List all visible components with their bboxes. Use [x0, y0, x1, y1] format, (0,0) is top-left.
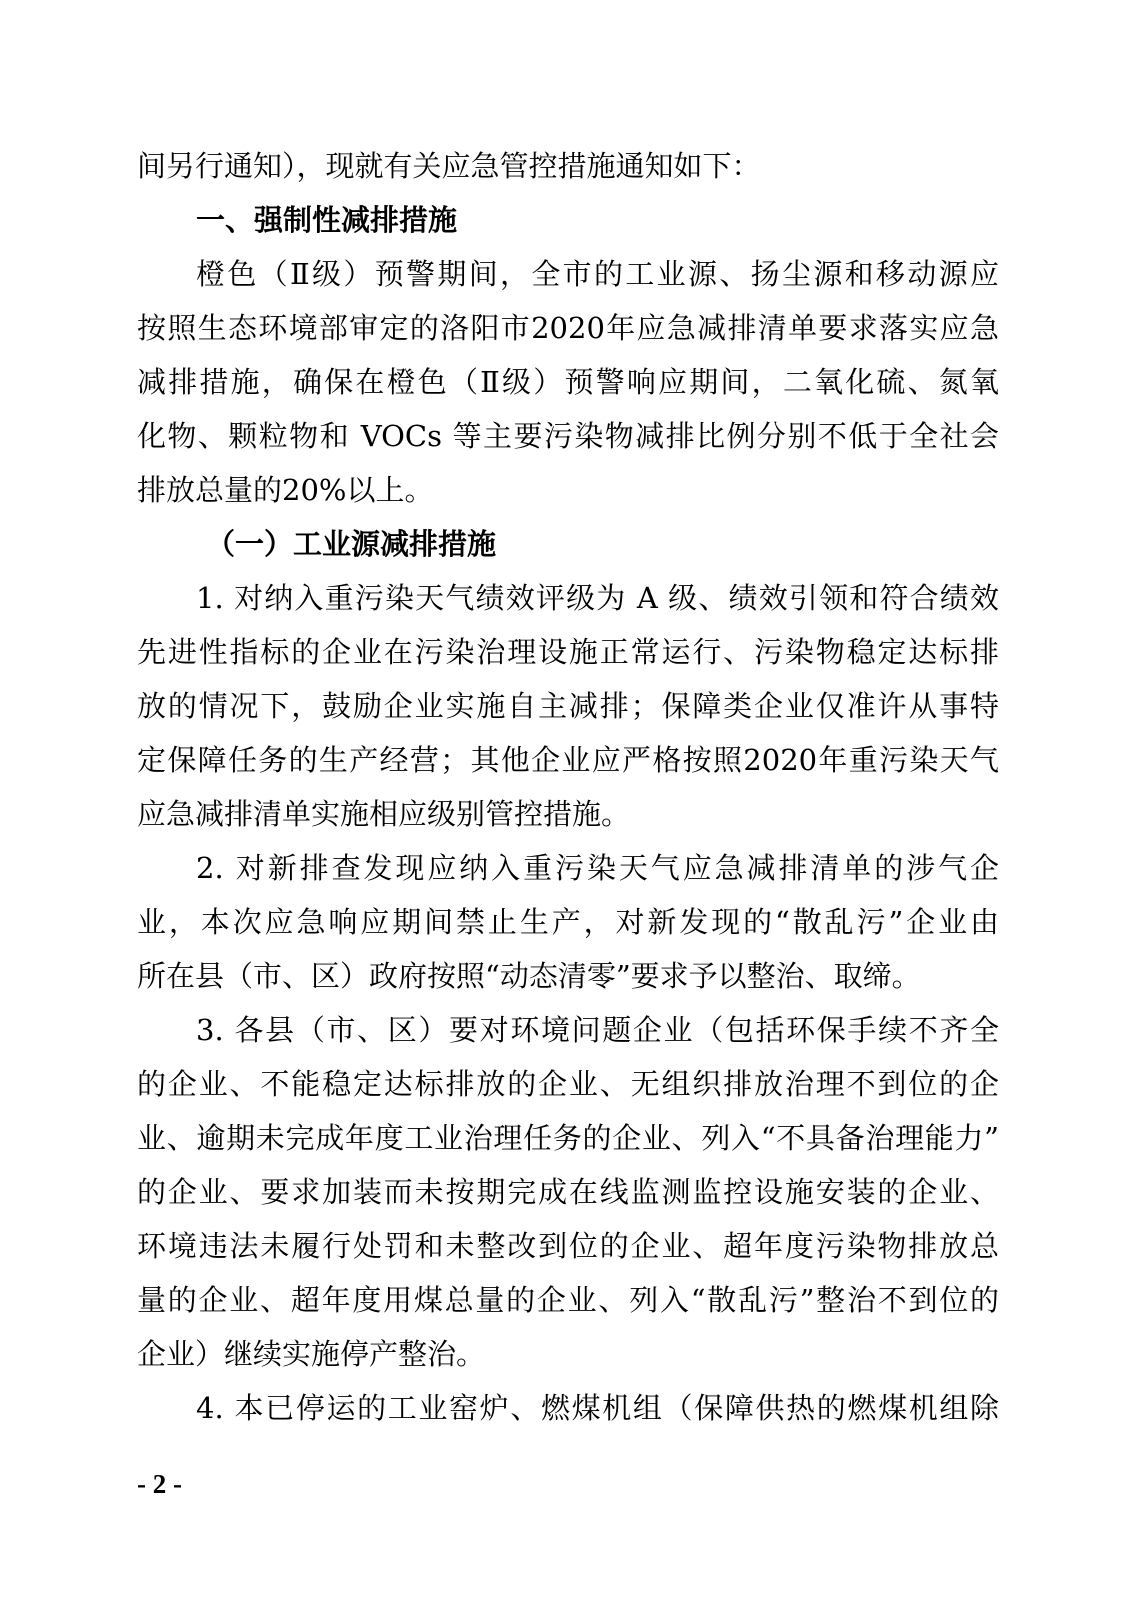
text-line: 化物、颗粒物和 VOCs 等主要污染物减排比例分别不低于全社会 — [137, 419, 999, 453]
text-line: 量的企业、超年度用煤总量的企业、列入“散乱污”整治不到位的 — [137, 1283, 999, 1317]
text-line: 业、逾期未完成年度工业治理任务的企业、列入“不具备治理能力” — [137, 1121, 999, 1155]
text-line: 的企业、要求加装而未按期完成在线监测监控设施安装的企业、 — [137, 1175, 999, 1209]
text-line: 3. 各县（市、区）要对环境问题企业（包括环保手续不齐全 — [196, 1013, 999, 1047]
text-line: 环境违法未履行处罚和未整改到位的企业、超年度污染物排放总 — [137, 1229, 999, 1263]
text-line: 间另行通知），现就有关应急管控措施通知如下： — [137, 149, 761, 183]
text-line: 1. 对纳入重污染天气绩效评级为 A 级、绩效引领和符合绩效 — [196, 581, 999, 615]
text-line: 业，本次应急响应期间禁止生产，对新发现的“散乱污”企业由 — [137, 905, 999, 939]
text-line: 的企业、不能稳定达标排放的企业、无组织排放治理不到位的企 — [137, 1067, 999, 1101]
text-line: 企业）继续实施停产整治。 — [137, 1337, 486, 1371]
text-line: 放的情况下，鼓励企业实施自主减排；保障类企业仅准许从事特 — [137, 689, 999, 723]
text-line: 4. 本已停运的工业窑炉、燃煤机组（保障供热的燃煤机组除 — [196, 1391, 999, 1425]
section-heading: 一、强制性减排措施 — [196, 203, 458, 237]
subsection-heading: （一）工业源减排措施 — [206, 527, 497, 561]
text-line: 所在县（市、区）政府按照“动态清零”要求予以整治、取缔。 — [137, 959, 921, 993]
text-line: 应急减排清单实施相应级别管控措施。 — [137, 797, 631, 831]
text-line: 减排措施，确保在橙色（Ⅱ级）预警响应期间，二氧化硫、氮氧 — [137, 365, 999, 399]
text-line: 橙色（Ⅱ级）预警期间，全市的工业源、扬尘源和移动源应 — [196, 257, 999, 291]
text-line: 先进性指标的企业在污染治理设施正常运行、污染物稳定达标排 — [137, 635, 999, 669]
text-line: 排放总量的20%以上。 — [137, 473, 434, 507]
text-line: 按照生态环境部审定的洛阳市2020年应急减排清单要求落实应急 — [137, 311, 999, 345]
text-line: 定保障任务的生产经营；其他企业应严格按照2020年重污染天气 — [137, 743, 999, 777]
page-number: - 2 - — [137, 1469, 182, 1499]
text-line: 2. 对新排查发现应纳入重污染天气应急减排清单的涉气企 — [196, 851, 999, 885]
